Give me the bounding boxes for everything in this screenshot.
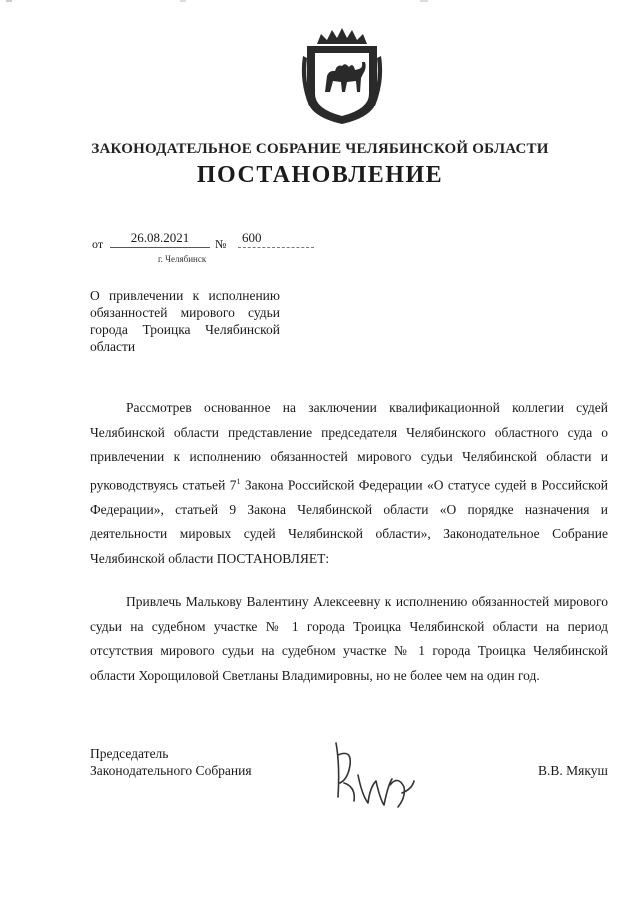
signatory-name: В.В. Мякуш [538,763,608,778]
handwritten-signature [328,735,420,815]
body-paragraph-1-part-a: Рассмотрев основанное на заключении квалификационной коллегии судей Челябинской области представление председателя Челябинского областного суда о привлечении к исполнению обязанностей мирового судьи Челябинской области и руководствуясь статьей 7 [90,400,608,492]
number-sign-label: № [215,237,227,251]
signatory-title-line-2: Законодательного Собрания [90,763,252,778]
body-paragraph-1 [90,396,608,571]
article-superscript: 1 [236,476,241,486]
document-number: 600 [238,230,314,248]
city-label: г. Челябинск [158,254,207,264]
signatory-title [90,745,252,779]
document-subject: О привлечении к исполнению обязанностей мирового судьи города Троицка Челябинской области [90,288,280,354]
body-paragraph-1-part-b: Закона Российской Федерации «О статусе судей в Российской Федерации», статьей 9 Закона Челябинской области «О порядке назначения и деятельности мировых судей Челябинской области», Законодательное Собрание Челябинской области ПОСТАНОВЛЯЕТ: [90,477,608,566]
date-prefix-label: от [92,237,104,251]
document-type-title: ПОСТАНОВЛЕНИЕ [196,162,444,188]
signatory-title-line-1: Председатель [90,746,169,761]
body-paragraph-2: Привлечь Малькову Валентину Алексеевну к исполнению обязанностей мирового судьи на судебном участке № 1 города Троицка Челябинской области на период отсутствия мирового судьи на судебном участке № 1 города Троицка Челябинской области Хорощиловой Светланы Владимировны, но не более чем на один год. [90,594,608,683]
scan-top-marks [0,0,640,6]
organization-name: ЗАКОНОДАТЕЛЬНОЕ СОБРАНИЕ ЧЕЛЯБИНСКОЙ ОБЛАСТИ [91,141,549,157]
document-date: 26.08.2021 [110,230,210,248]
coat-of-arms-emblem [299,26,385,126]
